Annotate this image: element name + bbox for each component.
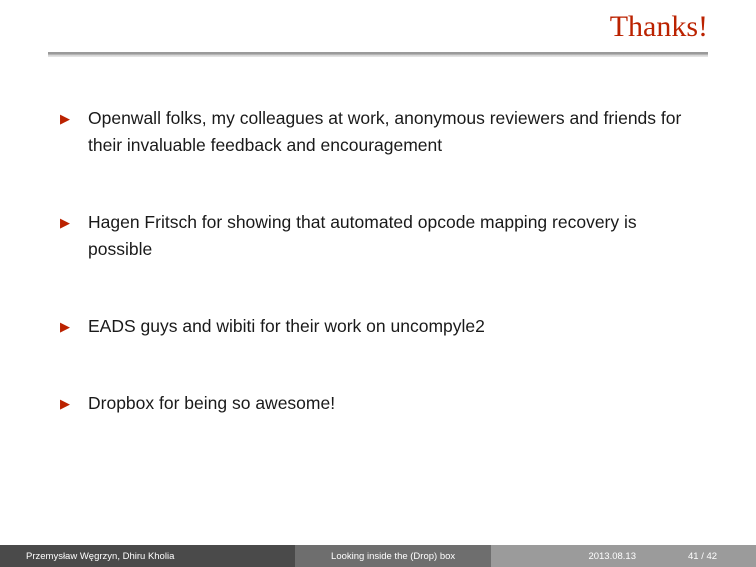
- triangle-right-icon: ▶: [60, 396, 70, 411]
- footer-page-number: 41 / 42: [688, 550, 718, 562]
- list-item: [60, 209, 716, 263]
- slide-footer: [0, 545, 756, 567]
- bullet-list: [60, 105, 716, 467]
- list-item: [60, 105, 716, 159]
- page-title: Thanks!: [609, 10, 708, 43]
- list-item-text: Dropbox for being so awesome!: [88, 393, 336, 413]
- list-item-text: Openwall folks, my colleagues at work, anonymous reviewers and friends for their invaluable feedback and encouragement: [88, 108, 682, 155]
- footer-authors: Przemysław Węgrzyn, Dhiru Kholia: [0, 545, 295, 567]
- triangle-right-icon: ▶: [60, 319, 70, 334]
- list-item-text: Hagen Fritsch for showing that automated opcode mapping recovery is possible: [88, 212, 637, 259]
- footer-date: 2013.08.13: [588, 550, 636, 562]
- footer-talk-title: Looking inside the (Drop) box: [295, 545, 492, 567]
- slide-header: [0, 0, 756, 62]
- triangle-right-icon: ▶: [60, 111, 70, 126]
- list-item: [60, 313, 716, 340]
- title-divider: [48, 52, 708, 57]
- list-item: [60, 390, 716, 417]
- triangle-right-icon: ▶: [60, 215, 70, 230]
- list-item-text: EADS guys and wibiti for their work on uncompyle2: [88, 316, 485, 336]
- footer-meta: [491, 545, 756, 567]
